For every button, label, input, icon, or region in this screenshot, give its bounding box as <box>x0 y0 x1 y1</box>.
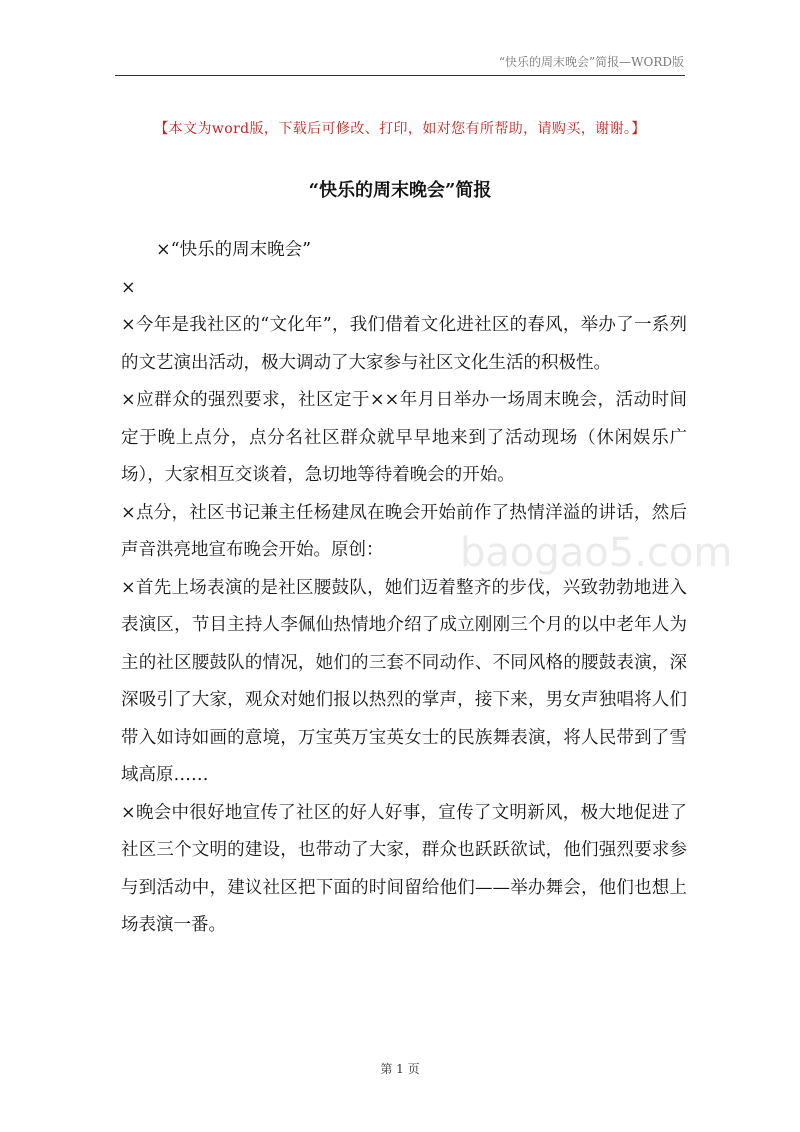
purchase-notice: 【本文为word版，下载后可修改、打印，如对您有所帮助，请购买，谢谢。】 <box>154 121 646 137</box>
paragraph-conclusion: ×晚会中很好地宣传了社区的好人好事，宣传了文明新风，极大地促进了社区三个文明的建设，也带动了大家，群众也跃跃欲试，他们强烈要求参与到活动中，建议社区把下面的时间留给他们——举办舞会，他们也想上场表演一番。 <box>121 802 687 935</box>
paragraph-performances: ×首先上场表演的是社区腰鼓队，她们迈着整齐的步伐，兴致勃勃地进入表演区，节目主持人李佩仙热情地介绍了成立刚刚三个月的以中老年人为主的社区腰鼓队的情况，她们的三套不同动作、不同风格的腰鼓表演，深深吸引了大家，观众对她们报以热烈的掌声，接下来，男女声独唱将人们带入如诗如画的意境，万宝英万宝英女士的民族舞表演，将人民带到了雪域高原…… <box>121 577 687 785</box>
paragraph-opening-speech: ×点分，社区书记兼主任杨建凤在晚会开始前作了热情洋溢的讲话，然后声音洪亮地宣布晚会开始。原创： <box>121 502 687 560</box>
paragraph-event-schedule: ×应群众的强烈要求，社区定于××年月日举办一场周末晚会，活动时间定于晚上点分，点分名社区群众就早早地来到了活动现场（休闲娱乐广场），大家相互交谈着，急切地等待着晚会的开始。 <box>121 390 687 485</box>
header-divider <box>115 75 685 76</box>
running-header: “快乐的周末晚会”简报—WORD版 <box>498 55 684 69</box>
watermark: baogao5.com <box>460 530 733 576</box>
document-body <box>121 232 687 945</box>
page-number: 第 1 页 <box>380 1062 420 1076</box>
paragraph-culture-year: ×今年是我社区的“文化年”，我们借着文化进社区的春风，举办了一系列的文艺演出活动，极大调动了大家参与社区文化生活的积极性。 <box>121 315 687 373</box>
document-title: “快乐的周末晚会”简报 <box>308 180 492 201</box>
paragraph-subtitle: ×“快乐的周末晚会” <box>156 240 312 260</box>
paragraph-blank: × <box>121 277 136 298</box>
